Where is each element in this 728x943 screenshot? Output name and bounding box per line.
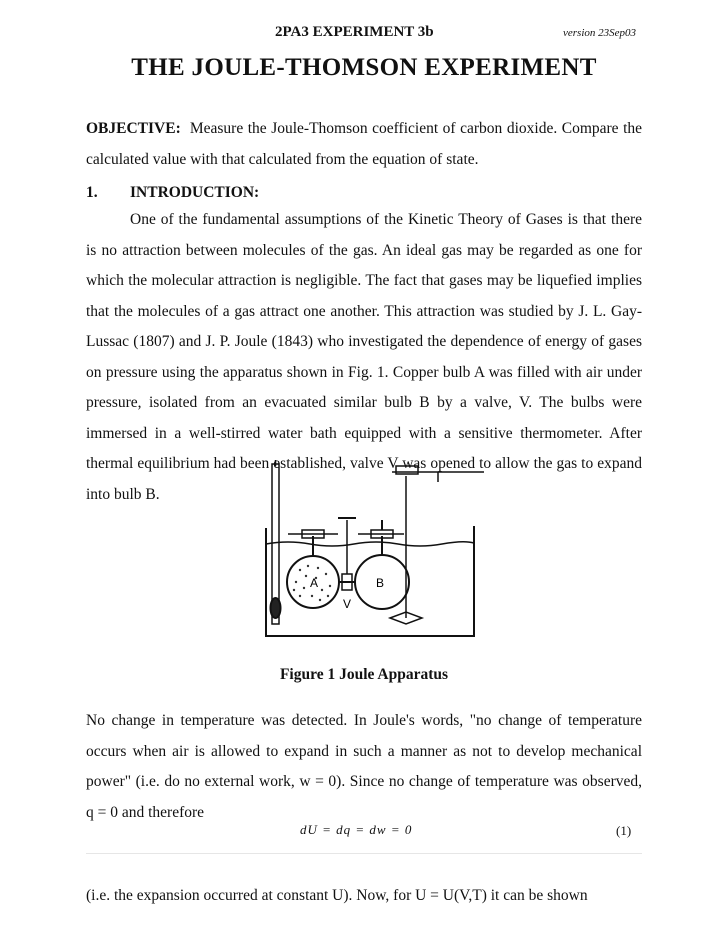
section-heading [86,184,259,202]
section-title: INTRODUCTION: [130,184,260,201]
page-header [0,24,728,44]
objective-paragraph [86,114,642,175]
paragraph-constant-u: (i.e. the expansion occurred at constant U). Now, for U = U(V,T) it can be shown [86,887,588,904]
equation-1: dU = dq = dw = 0 [300,822,413,837]
objective-label: OBJECTIVE: [86,120,181,137]
page-title: THE JOULE-THOMSON EXPERIMENT [131,54,597,81]
figure-caption: Figure 1 Joule Apparatus [279,666,449,683]
bulb-b-label: B [376,576,385,590]
bulb-a-label: A [310,576,319,590]
divider-line [86,853,642,854]
equation-number: (1) [616,823,632,838]
joule-apparatus-figure [258,458,484,646]
objective-text: Measure the Joule-Thomson coefficient of carbon dioxide. Compare the calculated value with that calculated from the equation of state. [86,120,643,168]
paragraph-joule-words: No change in temperature was detected. In Joule's words, "no change of temperature occurs when air is allowed to expand in such a manner as not to develop mechanical power" (i.e. do no external work, w = 0). Since no change of temperature was observed, q = 0 and therefore [86,712,642,821]
water-surface [266,542,474,546]
version-label: version 23Sep03 [563,27,637,39]
introduction-paragraph: One of the fundamental assumptions of the Kinetic Theory of Gases is that there is no attraction between molecules of the gas. An ideal gas may be regarded as one for which the molecular attraction is negligible. The fact that gases may be liquefied implies that the molecules of a gas attract one another. This attraction was studied by J. L. Gay-Lussac (1807) and J. P. Joule (1843) who investigated the dependence of energy of gases on pressure using the apparatus shown in Fig. 1. Copper bulb A was filled with air under pressure, isolated from an evacuated similar bulb B by a valve, V. The bulbs were immersed in a well-stirred water bath equipped with a sensitive thermometer. After thermal equilibrium had been established, valve V was opened to allow the gas to expand into bulb B. [86,211,642,503]
experiment-label: 2PA3 EXPERIMENT 3b [275,24,434,40]
section-number: 1. [86,184,98,201]
valve-v-label: V [343,597,352,611]
